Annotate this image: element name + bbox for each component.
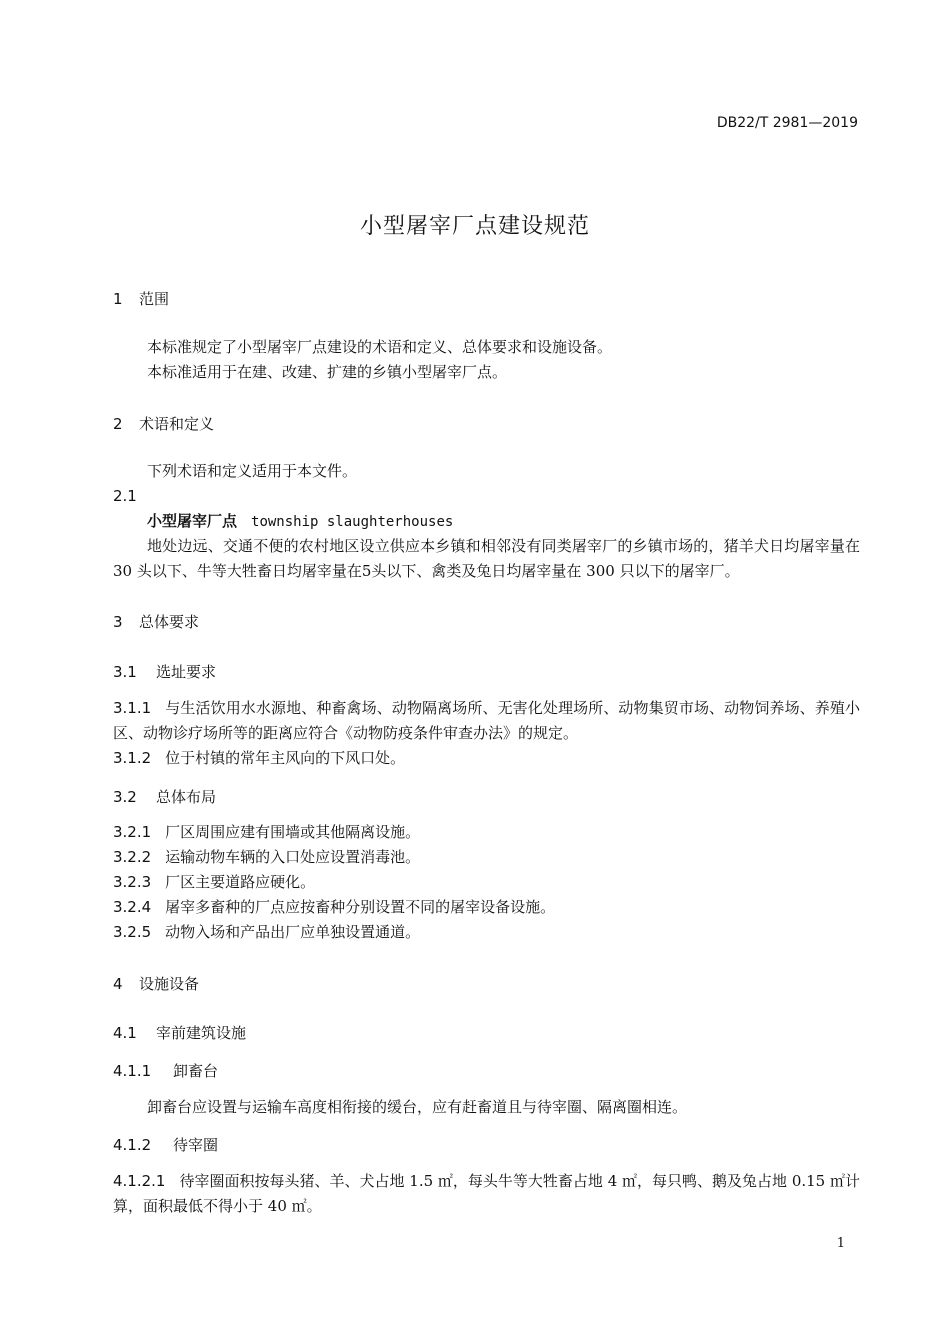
section-4-heading bbox=[113, 973, 199, 994]
clause-3-2-2 bbox=[113, 845, 420, 870]
section-number: 1 bbox=[113, 290, 123, 308]
clause-number-2-1: 2.1 bbox=[113, 487, 137, 505]
term-english: township slaughterhouses bbox=[251, 514, 454, 530]
clause-number: 3.2.2 bbox=[113, 848, 152, 866]
term-entry bbox=[147, 509, 453, 535]
section-number: 4 bbox=[113, 975, 123, 993]
subsection-3-2-heading bbox=[113, 786, 216, 807]
clause-text: 屠宰多畜种的厂点应按畜种分别设置不同的屠宰设备设施。 bbox=[165, 898, 556, 916]
section-title: 范围 bbox=[139, 290, 170, 308]
section-3-heading bbox=[113, 611, 199, 632]
term-definition: 地处边远、交通不便的农村地区设立供应本乡镇和相邻没有同类屠宰厂的乡镇市场的，猪羊犬日均屠宰量在 30 头以下、牛等大牲畜日均屠宰量在5头以下、禽类及兔日均屠宰量在 300 只以下的屠宰厂。 bbox=[113, 537, 860, 580]
subsection-title: 卸畜台 bbox=[173, 1062, 219, 1080]
clause-text: 厂区主要道路应硬化。 bbox=[165, 873, 316, 891]
clause-number: 3.2.1 bbox=[113, 823, 152, 841]
subsection-number: 4.1.1 bbox=[113, 1062, 152, 1080]
clause-number: 3.2.3 bbox=[113, 873, 152, 891]
subsection-title: 总体布局 bbox=[156, 788, 217, 806]
clause-text: 运输动物车辆的入口处应设置消毒池。 bbox=[165, 848, 421, 866]
section-number: 3 bbox=[113, 613, 123, 631]
section-title: 术语和定义 bbox=[139, 415, 215, 433]
clause-text: 待宰圈面积按每头猪、羊、犬占地 1.5 ㎡，每头牛等大牲畜占地 4 ㎡，每只鸭、鹅及兔占地 0.15 ㎡计算，面积最低不得小于 40 ㎡。 bbox=[113, 1172, 860, 1215]
subsection-number: 4.1 bbox=[113, 1024, 137, 1042]
clause-number: 3.2.4 bbox=[113, 898, 152, 916]
page-number: 1 bbox=[836, 1236, 845, 1251]
clause-number: 3.2.5 bbox=[113, 923, 152, 941]
clause-4-1-2-1 bbox=[113, 1169, 860, 1219]
standard-code: DB22/T 2981—2019 bbox=[716, 115, 858, 131]
clause-number: 3.1.1 bbox=[113, 699, 152, 717]
subsection-title: 选址要求 bbox=[156, 663, 217, 681]
subsection-number: 3.2 bbox=[113, 788, 137, 806]
clause-3-2-4 bbox=[113, 895, 555, 920]
clause-text: 动物入场和产品出厂应单独设置通道。 bbox=[165, 923, 421, 941]
section-number: 2 bbox=[113, 415, 123, 433]
clause-3-2-5 bbox=[113, 920, 420, 945]
section-1-heading bbox=[113, 288, 169, 309]
document-title: 小型屠宰厂点建设规范 bbox=[359, 214, 590, 239]
clause-3-1-1 bbox=[113, 696, 860, 746]
terms-intro: 下列术语和定义适用于本文件。 bbox=[147, 462, 358, 480]
clause-3-2-3 bbox=[113, 870, 315, 895]
subsection-number: 4.1.2 bbox=[113, 1136, 152, 1154]
scope-paragraph-1: 本标准规定了小型屠宰厂点建设的术语和定义、总体要求和设施设备。 bbox=[147, 338, 613, 356]
clause-text: 与生活饮用水水源地、种畜禽场、动物隔离场所、无害化处理场所、动物集贸市场、动物饲养场、养殖小区、动物诊疗场所等的距离应符合《动物防疫条件审查办法》的规定。 bbox=[113, 699, 860, 742]
subsection-4-1-1-heading bbox=[113, 1060, 218, 1081]
subsection-4-1-heading bbox=[113, 1022, 246, 1043]
subsection-title: 待宰圈 bbox=[173, 1136, 219, 1154]
clause-number: 4.1.2.1 bbox=[113, 1172, 166, 1190]
term-chinese: 小型屠宰厂点 bbox=[147, 512, 238, 530]
clause-number: 3.1.2 bbox=[113, 749, 152, 767]
clause-text: 厂区周围应建有围墙或其他隔离设施。 bbox=[165, 823, 421, 841]
unloading-platform-paragraph: 卸畜台应设置与运输车高度相衔接的缓台，应有赶畜道且与待宰圈、隔离圈相连。 bbox=[147, 1098, 688, 1116]
section-2-heading bbox=[113, 413, 214, 434]
clause-text: 位于村镇的常年主风向的下风口处。 bbox=[165, 749, 406, 767]
subsection-3-1-heading bbox=[113, 661, 216, 682]
subsection-number: 3.1 bbox=[113, 663, 137, 681]
subsection-4-1-2-heading bbox=[113, 1134, 218, 1155]
section-title: 设施设备 bbox=[139, 975, 200, 993]
subsection-title: 宰前建筑设施 bbox=[156, 1024, 247, 1042]
clause-3-2-1 bbox=[113, 820, 420, 845]
scope-paragraph-2: 本标准适用于在建、改建、扩建的乡镇小型屠宰厂点。 bbox=[147, 363, 508, 381]
section-title: 总体要求 bbox=[139, 613, 200, 631]
clause-3-1-2 bbox=[113, 746, 405, 771]
